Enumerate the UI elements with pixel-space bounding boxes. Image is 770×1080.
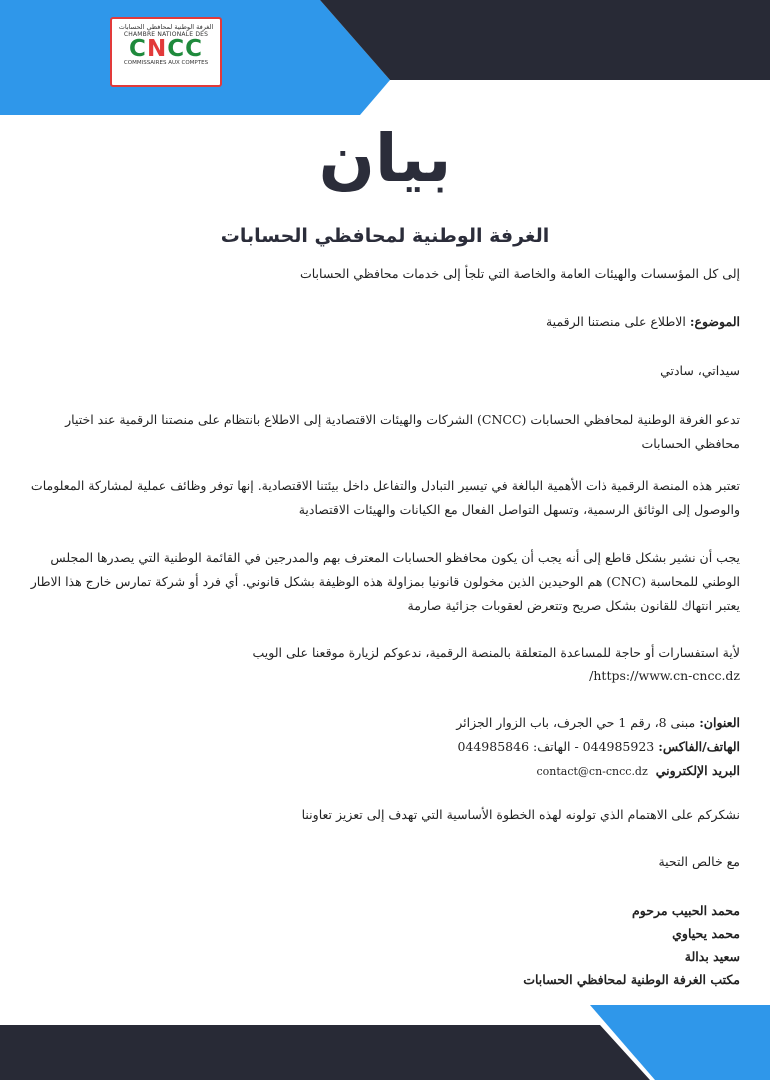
email-label: البريد الإلكتروني (655, 763, 740, 778)
subject-text: الاطلاع على منصتنا الرقمية (545, 314, 690, 329)
subject-line (25, 313, 740, 331)
signatory-1: محمد الحبيب مرحوم (632, 903, 740, 918)
closing-line: مع خالص التحية (658, 854, 740, 869)
subject-label: الموضوع: (689, 314, 740, 329)
page-title: بيان (318, 120, 452, 197)
salutation: سيداتي، سادتي (660, 363, 740, 378)
address-label: العنوان: (699, 715, 740, 730)
logo-french-top: CHAMBRE NATIONALE DES (123, 31, 209, 38)
address-line (25, 714, 740, 732)
address-text: مبنى 8، رقم 1 حي الجرف، باب الزوار الجزائر (456, 715, 700, 730)
signatory-3: سعيد بدالة (684, 949, 740, 964)
paragraph-1: تدعو الغرفة الوطنية لمحافظي الحسابات (CNCC) الشركات والهيئات الاقتصادية إلى الاطلاع بانتظام على منصتنا الرقمية عند اختيار محافظي الحسابات (65, 412, 740, 451)
phone-line (25, 738, 740, 756)
email-line (25, 762, 740, 781)
paragraph-2: تعتبر هذه المنصة الرقمية ذات الأهمية البالغة في تيسير التبادل والتفاعل داخل بيئتنا الاقتصادية. إنها توفر وظائف عملية لمشاركة المعلومات والوصول إلى الوثائق الرسمية، وتسهل التواصل الفعال مع الكيانات والهيئات الاقتصادية (30, 478, 740, 517)
signatory-2: محمد يحياوي (672, 926, 740, 941)
logo-arabic-text: الغرفة الوطنية لمحافظي الحسابات (118, 23, 214, 31)
logo-mark: CNCC (129, 36, 203, 62)
signatory-office: مكتب الغرفة الوطنية لمحافظي الحسابات (523, 972, 740, 987)
paragraph-3: يجب أن نشير بشكل قاطع إلى أنه يجب أن يكون محافظو الحسابات المعترف بهم والمدرجين في القائمة الوطنية التي يصدرها المجلس الوطني للمحاسبة (CNC) هم الوحيدين الذين مخولون قانونيا بمزاولة هذه الوظيفة بشكل قانوني. أي فرد أو شركة تمارس خارج هذا الاطار يعتبر انتهاك للقانون بشكل صريح وتتعرض لعقوبات جزائية صارمة (30, 550, 740, 613)
email-address[interactable]: contact@cn-cncc.dz (536, 765, 648, 778)
website-link[interactable]: https://www.cn-cncc.dz/ (589, 668, 740, 683)
phone-text: 044985923 - الهاتف: 044985846 (457, 739, 659, 754)
thanks-line: نشكركم على الاهتمام الذي تولونه لهذه الخطوة الأساسية التي تهدف إلى تعزيز تعاوننا (301, 807, 740, 822)
phone-label: الهاتف/الفاكس: (658, 739, 740, 754)
paragraph-4: لأية استفسارات أو حاجة للمساعدة المتعلقة بالمنصة الرقمية، ندعوكم لزيارة موقعنا على الويب (252, 645, 740, 660)
addressee-line: إلى كل المؤسسات والهيئات العامة والخاصة التي تلجأ إلى خدمات محافظي الحسابات (299, 266, 740, 281)
logo-french-bottom: COMMISSAIRES AUX COMPTES (123, 60, 209, 66)
page-subtitle: الغرفة الوطنية لمحافظي الحسابات (220, 225, 550, 247)
cncc-logo (110, 17, 222, 87)
